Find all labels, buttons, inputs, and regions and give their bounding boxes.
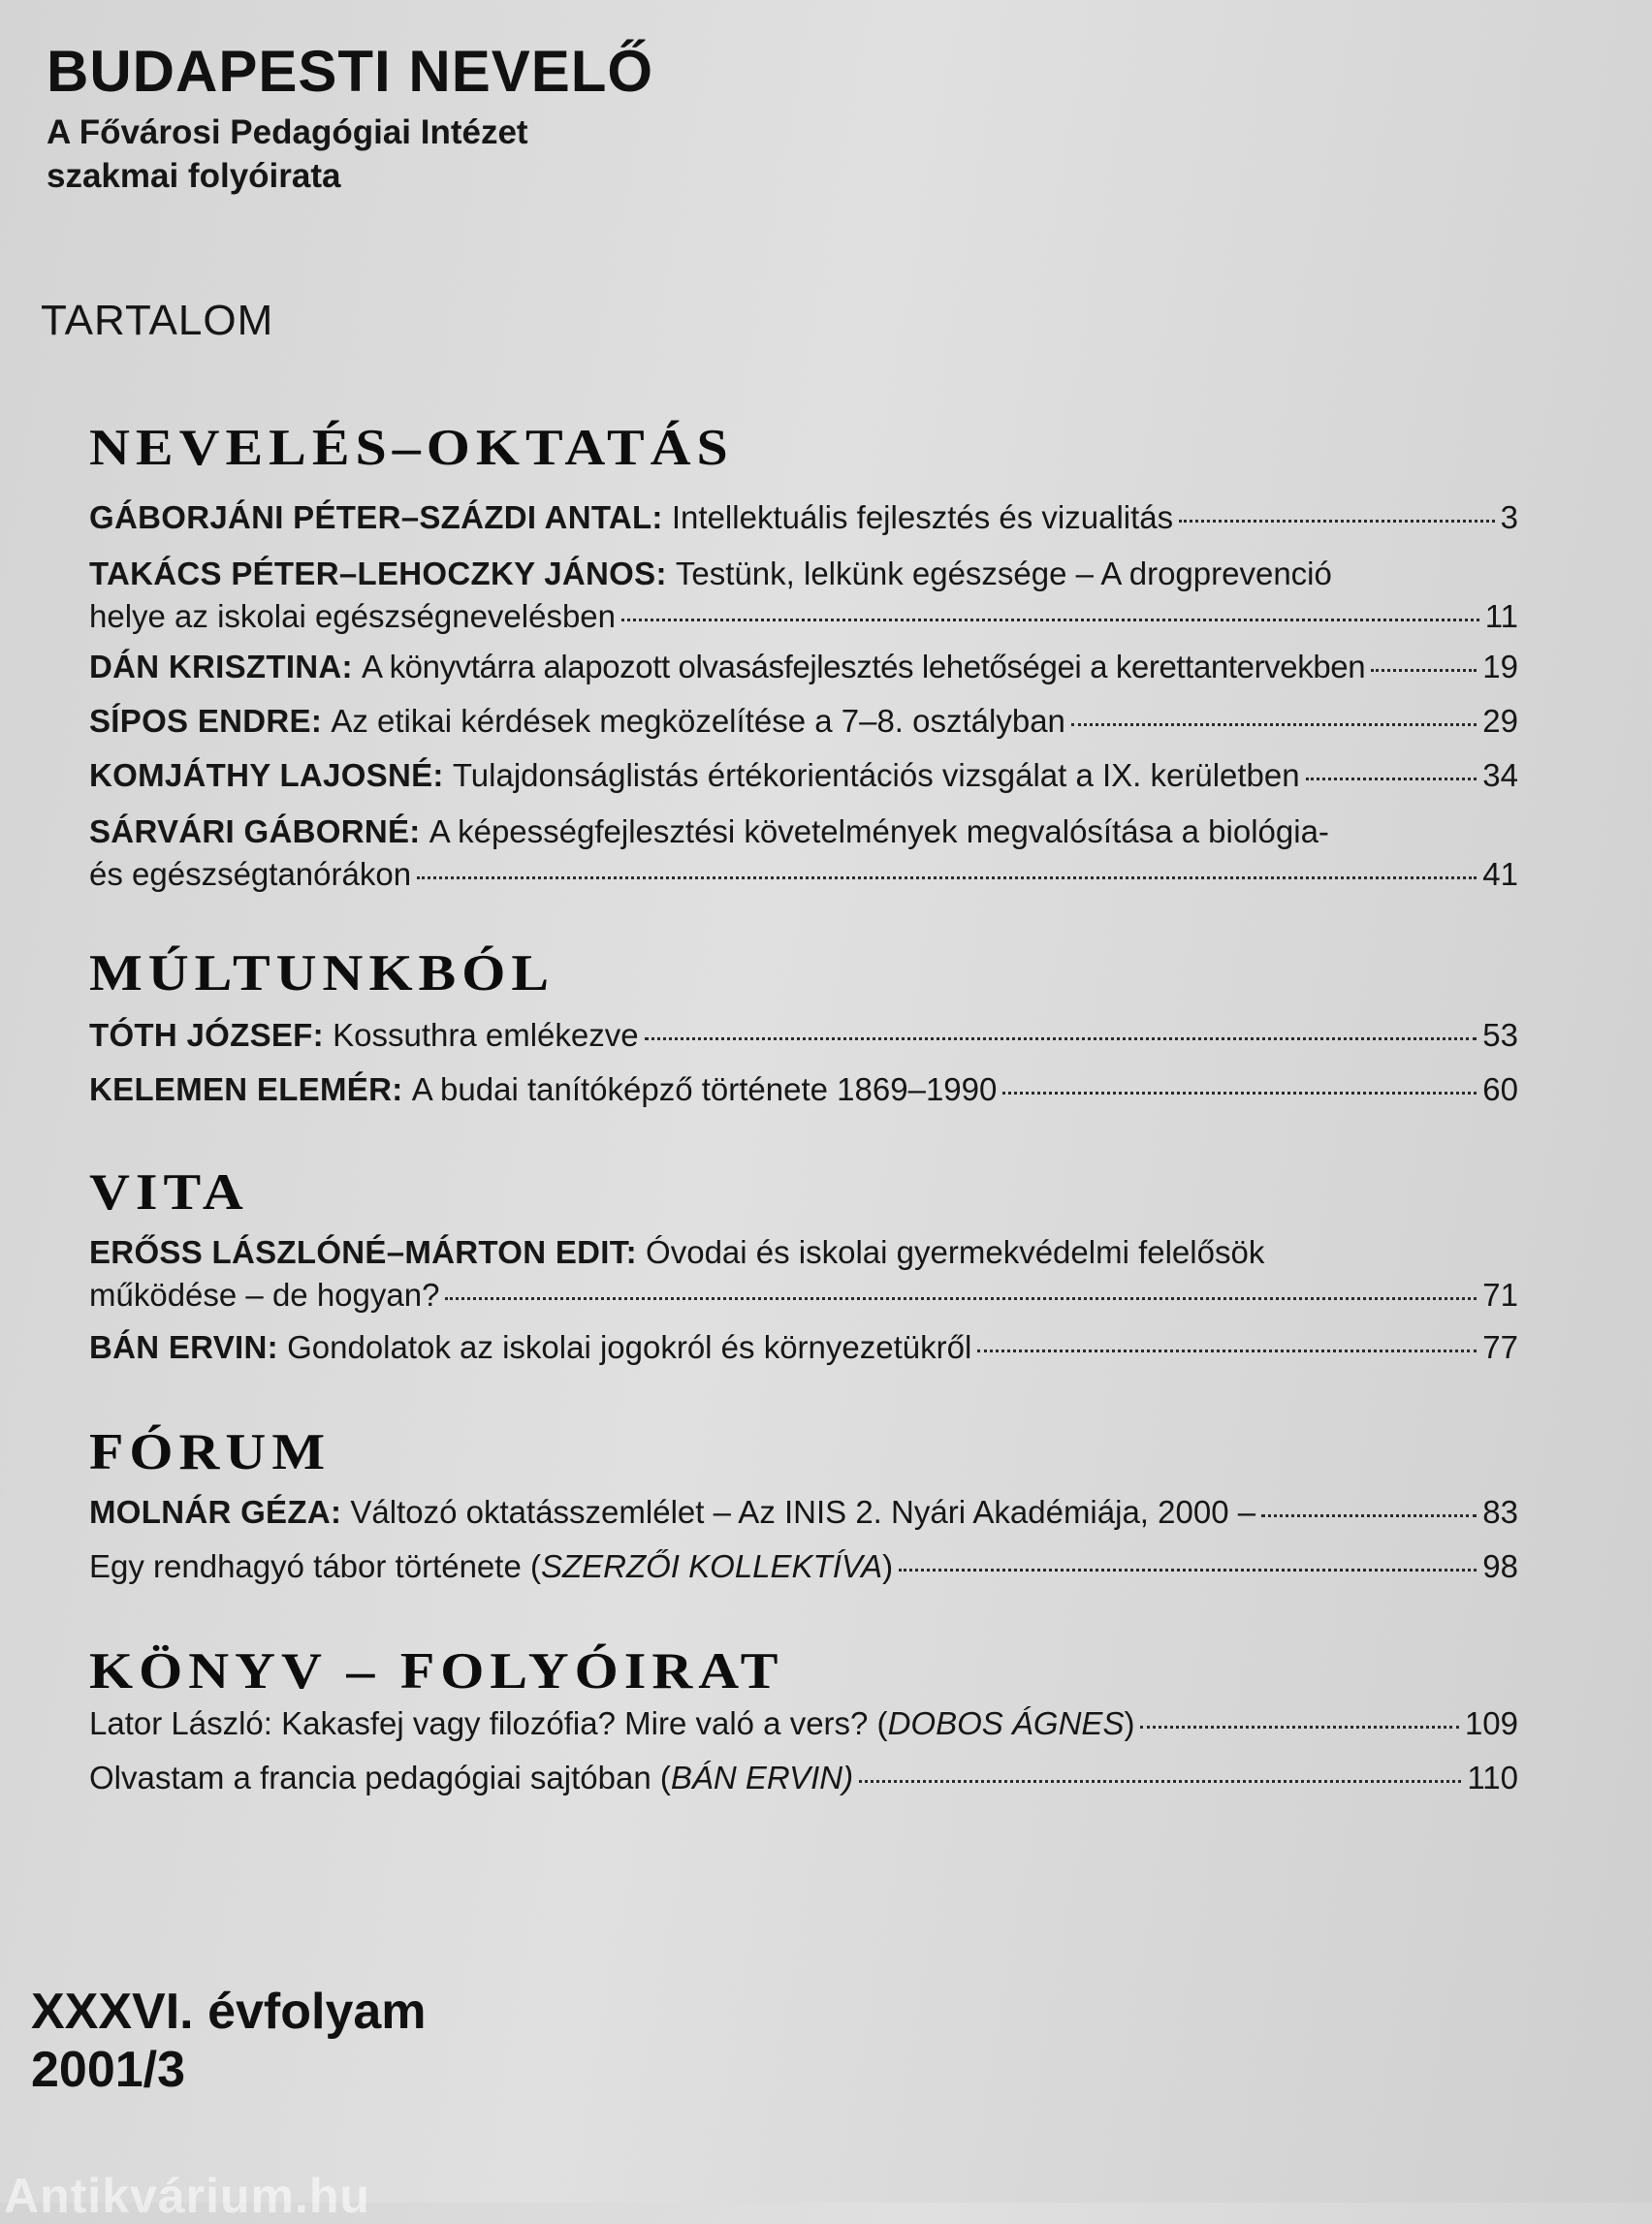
toc-entry[interactable]	[89, 1326, 1518, 1369]
entry-title: Kossuthra emlékezve	[333, 1017, 639, 1053]
entry-title: A budai tanítóképző története 1869–1990	[411, 1071, 998, 1107]
masthead	[47, 41, 653, 199]
entry-page: 109	[1464, 1705, 1518, 1741]
dot-leader	[645, 1037, 1477, 1040]
entry-author: KELEMEN ELEMÉR:	[89, 1071, 403, 1107]
toc-entry[interactable]	[89, 646, 1518, 688]
entry-title: Olvastam a francia pedagógiai sajtóban (	[89, 1760, 671, 1795]
entry-page: 83	[1482, 1494, 1518, 1530]
journal-title: BUDAPESTI NEVELŐ	[47, 39, 654, 104]
entry-page: 11	[1484, 598, 1518, 634]
entry-title: Lator László: Kakasfej vagy filozófia? Mire való a vers? (	[89, 1705, 888, 1741]
dot-leader	[1306, 778, 1477, 780]
toc-entry[interactable]	[89, 1757, 1518, 1799]
entry-author: SÁRVÁRI GÁBORNÉ:	[89, 813, 421, 849]
entry-page: 60	[1482, 1071, 1518, 1107]
toc-entry[interactable]	[89, 1231, 1518, 1317]
entry-author: SÍPOS ENDRE:	[89, 703, 323, 739]
dot-leader	[1140, 1726, 1458, 1729]
dot-leader	[1179, 520, 1495, 523]
entry-page: 19	[1482, 649, 1518, 684]
issue-label: 2001/3	[31, 2041, 186, 2098]
entry-title-cont: működése – de hogyan?	[89, 1277, 440, 1313]
toc-entry[interactable]	[89, 700, 1518, 743]
entry-author: BÁN ERVIN:	[89, 1329, 278, 1365]
section-heading: NEVELÉS–OKTATÁS	[89, 417, 734, 476]
dot-leader	[1371, 669, 1477, 672]
entry-author: DÁN KRISZTINA:	[89, 649, 353, 684]
toc-entry[interactable]	[89, 810, 1518, 896]
entry-title-cont: helye az iskolai egészségnevelésben	[89, 598, 617, 634]
section-heading: VITA	[89, 1161, 249, 1221]
dot-leader	[417, 876, 1477, 879]
entry-title-after: )	[1124, 1705, 1135, 1741]
entry-title: Változó oktatásszemlélet – Az INIS 2. Nyári Akadémiája, 2000 –	[350, 1494, 1256, 1530]
entry-title: Tulajdonságlistás értékorientációs vizsgálat a IX. kerületben	[452, 757, 1300, 793]
subtitle-line: szakmai folyóirata	[47, 156, 341, 195]
entry-italic: DOBOS ÁGNES	[887, 1705, 1125, 1741]
entry-author: KOMJÁTHY LAJOSNÉ:	[89, 757, 444, 793]
entry-title: Az etikai kérdések megközelítése a 7–8. osztályban	[331, 703, 1065, 739]
entry-author: TÓTH JÓZSEF:	[89, 1017, 324, 1053]
entry-page: 34	[1482, 757, 1518, 793]
entry-title: A képességfejlesztési követelmények megvalósítása a biológia-	[429, 813, 1329, 849]
entry-page: 98	[1482, 1548, 1518, 1584]
entry-title: Óvodai és iskolai gyermekvédelmi felelősök	[646, 1234, 1265, 1270]
entry-page: 3	[1500, 499, 1518, 535]
dot-leader	[445, 1297, 1477, 1300]
entry-title-cont: és egészségtanórákon	[89, 856, 412, 892]
toc-entry[interactable]	[89, 1068, 1518, 1111]
entry-title: Intellektuális fejlesztés és vizualitás	[671, 499, 1174, 535]
entry-page: 110	[1467, 1760, 1518, 1795]
toc-entry[interactable]	[89, 496, 1518, 539]
entry-author: ERŐSS LÁSZLÓNÉ–MÁRTON EDIT:	[89, 1234, 637, 1270]
subtitle-line: A Fővárosi Pedagógiai Intézet	[47, 113, 528, 151]
entry-italic: SZERZŐI KOLLEKTÍVA	[540, 1548, 883, 1584]
entry-author: GÁBORJÁNI PÉTER–SZÁZDI ANTAL:	[89, 499, 663, 535]
toc-entry[interactable]	[89, 1491, 1518, 1534]
dot-leader	[899, 1569, 1477, 1572]
entry-italic: BÁN ERVIN)	[670, 1760, 854, 1795]
contents-heading: TARTALOM	[41, 297, 274, 344]
section-heading: KÖNYV – FOLYÓIRAT	[89, 1640, 784, 1700]
entry-title-after: )	[882, 1548, 894, 1584]
dot-leader	[621, 619, 1479, 621]
dot-leader	[1071, 723, 1477, 726]
volume-info	[31, 1984, 427, 2100]
toc-entry[interactable]	[89, 754, 1518, 797]
toc-entry[interactable]	[89, 1014, 1518, 1057]
entry-title: Egy rendhagyó tábor története (	[89, 1548, 541, 1584]
entry-title: Gondolatok az iskolai jogokról és környezetükről	[287, 1329, 972, 1365]
toc-entry[interactable]	[89, 1702, 1518, 1745]
dot-leader	[1261, 1514, 1477, 1517]
section-heading: MÚLTUNKBÓL	[89, 942, 556, 1001]
section-heading: FÓRUM	[89, 1421, 332, 1480]
entry-author: TAKÁCS PÉTER–LEHOCZKY JÁNOS:	[89, 556, 667, 591]
entry-page: 41	[1482, 856, 1518, 892]
entry-title: Testünk, lelkünk egészsége – A drogprevenció	[675, 556, 1332, 591]
dot-leader	[859, 1780, 1461, 1783]
entry-author: MOLNÁR GÉZA:	[89, 1494, 342, 1530]
entry-title: A könyvtárra alapozott olvasásfejlesztés lehetőségei a kerettantervekben	[362, 649, 1366, 684]
dot-leader	[977, 1350, 1477, 1352]
toc-entry[interactable]	[89, 1545, 1518, 1588]
toc-entry[interactable]	[89, 553, 1518, 638]
entry-page: 29	[1482, 703, 1518, 739]
journal-subtitle	[47, 111, 653, 199]
entry-page: 53	[1482, 1017, 1518, 1053]
watermark: Antikvárium.hu	[4, 2169, 370, 2223]
volume-label: XXXVI. évfolyam	[31, 1984, 427, 2040]
dot-leader	[1002, 1092, 1477, 1095]
entry-page: 71	[1482, 1277, 1518, 1313]
entry-page: 77	[1482, 1329, 1518, 1365]
